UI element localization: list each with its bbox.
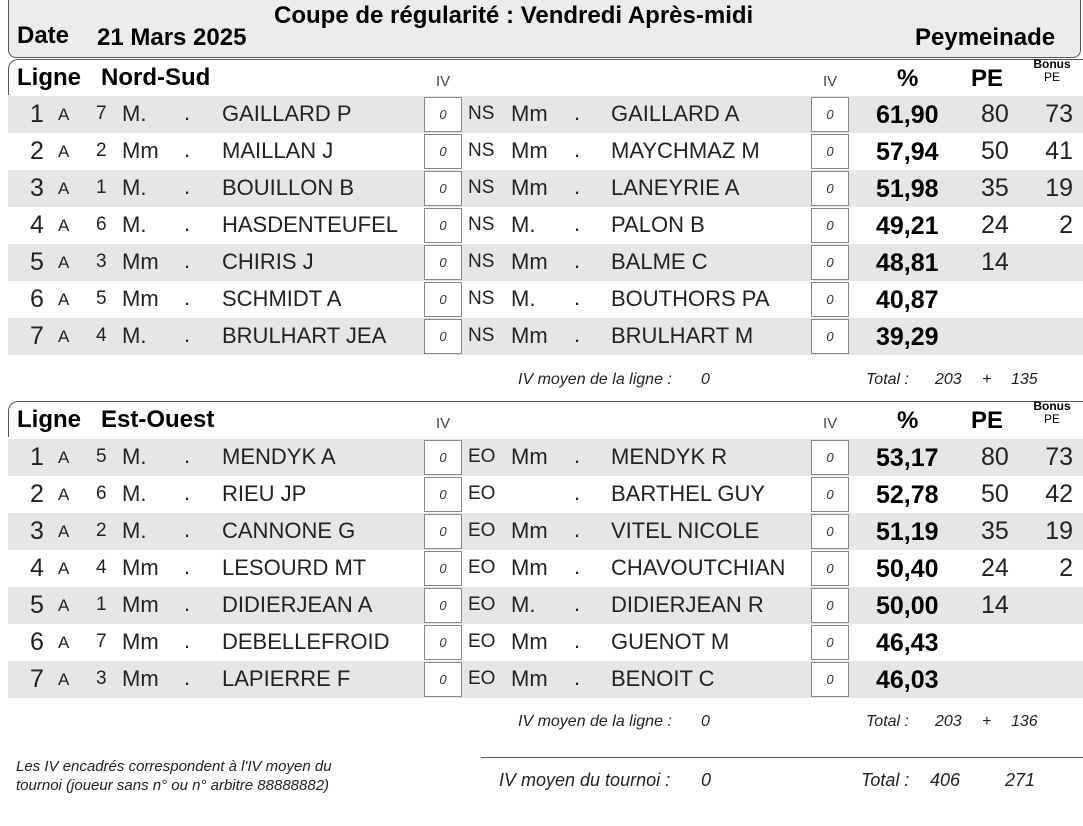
player2-iv-box: 0	[811, 440, 849, 475]
player1-dot: .	[184, 137, 191, 162]
player1-name: HASDENTEUFEL	[222, 212, 399, 237]
pe-points: 80	[981, 100, 1009, 128]
player2-iv-box: 0	[811, 171, 849, 206]
table-row	[8, 318, 1083, 355]
player1-name: DEBELLEFROID	[222, 629, 390, 654]
direction: NS	[468, 325, 495, 346]
table-number: 5	[96, 446, 107, 467]
pe-points: 14	[981, 591, 1009, 619]
table-number: 4	[96, 325, 107, 346]
player1-title: M.	[122, 323, 147, 348]
table-number: 6	[96, 483, 107, 504]
section-letter: A	[58, 448, 70, 467]
player2-title: M.	[511, 592, 536, 617]
player2-title: Mm	[511, 249, 548, 274]
section-letter: A	[58, 253, 70, 272]
table-row	[8, 661, 1083, 698]
player2-dot: .	[574, 628, 581, 653]
player2-iv-box: 0	[811, 625, 849, 660]
player1-name: BRULHART JEA	[222, 323, 387, 348]
player2-title: Mm	[511, 101, 548, 126]
rank: 3	[30, 517, 44, 545]
player2-dot: .	[574, 443, 581, 468]
bonus-header-line2: PE	[1043, 70, 1060, 84]
bonus-pe: 2	[1059, 554, 1073, 582]
percent-column-header: %	[897, 65, 919, 92]
rank: 1	[30, 443, 44, 471]
rank: 5	[30, 248, 44, 276]
line-total-1: 203	[935, 713, 962, 730]
player2-name: BOUTHORS PA	[611, 286, 770, 311]
player1-dot: .	[184, 517, 191, 542]
iv-column-header: IV	[436, 73, 451, 90]
player2-name: BENOIT C	[611, 666, 715, 691]
player2-title: Mm	[511, 629, 548, 654]
tournament-iv-value: 0	[701, 770, 712, 790]
player2-name: LANEYRIE A	[611, 175, 740, 200]
club-name: Peymeinade	[915, 24, 1056, 51]
direction: NS	[468, 140, 495, 161]
line-name: Nord-Sud	[101, 64, 211, 91]
tournament-total-1: 406	[930, 770, 961, 790]
section-letter: A	[58, 522, 70, 541]
percentage: 46,03	[876, 666, 939, 694]
player2-iv-box: 0	[811, 319, 849, 354]
percentage: 51,19	[876, 518, 939, 546]
player2-dot: .	[574, 554, 581, 579]
player2-iv-box: 0	[811, 662, 849, 697]
section-letter: A	[58, 216, 70, 235]
player1-iv-box: 0	[424, 477, 462, 512]
direction: EO	[468, 483, 496, 504]
percentage: 57,94	[876, 138, 939, 166]
player1-title: Mm	[122, 666, 159, 691]
section-letter: A	[58, 633, 70, 652]
percentage: 46,43	[876, 629, 939, 657]
table-number: 1	[96, 177, 107, 198]
bonus-pe: 2	[1059, 211, 1073, 239]
player1-iv-box: 0	[424, 245, 462, 280]
percentage: 53,17	[876, 444, 939, 472]
player2-dot: .	[574, 100, 581, 125]
bonus-pe: 19	[1045, 517, 1073, 545]
rank: 4	[30, 554, 44, 582]
line-total-label: Total :	[866, 713, 909, 730]
bonus-pe-column-header	[1031, 58, 1073, 84]
player2-name: PALON B	[611, 212, 705, 237]
player2-name: CHAVOUTCHIAN	[611, 555, 786, 580]
player1-iv-box: 0	[424, 97, 462, 132]
rank: 2	[30, 480, 44, 508]
player1-iv-box: 0	[424, 208, 462, 243]
section-letter: A	[58, 485, 70, 504]
player1-title: Mm	[122, 138, 159, 163]
tournament-total-label: Total :	[861, 770, 910, 790]
direction: NS	[468, 251, 495, 272]
player1-title: Mm	[122, 249, 159, 274]
rank: 6	[30, 628, 44, 656]
player2-name: VITEL NICOLE	[611, 518, 760, 543]
percent-column-header: %	[897, 407, 919, 434]
player2-name: BRULHART M	[611, 323, 754, 348]
percentage: 39,29	[876, 323, 939, 351]
player1-title: Mm	[122, 629, 159, 654]
direction: NS	[468, 288, 495, 309]
table-row	[8, 550, 1083, 587]
section-header-est-ouest	[8, 401, 1083, 437]
player2-title: Mm	[511, 518, 548, 543]
player2-dot: .	[574, 665, 581, 690]
tournament-total-2: 271	[1005, 770, 1036, 790]
player1-name: MAILLAN J	[222, 138, 334, 163]
player2-dot: .	[574, 591, 581, 616]
iv-column-header: IV	[823, 415, 838, 432]
section-letter: A	[58, 596, 70, 615]
percentage: 49,21	[876, 212, 939, 240]
table-row	[8, 476, 1083, 513]
player1-dot: .	[184, 443, 191, 468]
bonus-pe: 73	[1045, 443, 1073, 471]
player2-title: Mm	[511, 323, 548, 348]
pe-points: 50	[981, 480, 1009, 508]
direction: EO	[468, 668, 496, 689]
table-number: 3	[96, 668, 107, 689]
player2-dot: .	[574, 137, 581, 162]
bonus-header-line2: PE	[1043, 412, 1060, 426]
player1-name: LESOURD MT	[222, 555, 367, 580]
pe-points: 80	[981, 443, 1009, 471]
player1-iv-box: 0	[424, 514, 462, 549]
player2-title: M.	[511, 286, 536, 311]
pe-points: 50	[981, 137, 1009, 165]
direction: EO	[468, 520, 496, 541]
player1-name: GAILLARD P	[222, 101, 352, 126]
player2-title: Mm	[511, 444, 548, 469]
player1-dot: .	[184, 285, 191, 310]
rank: 7	[30, 322, 44, 350]
percentage: 61,90	[876, 101, 939, 129]
direction: EO	[468, 631, 496, 652]
iv-footnote-line2: tournoi (joueur sans n° ou n° arbitre 88888882)	[16, 777, 330, 794]
player2-iv-box: 0	[811, 208, 849, 243]
pe-points: 14	[981, 248, 1009, 276]
player2-name: MAYCHMAZ M	[611, 138, 760, 163]
player2-iv-box: 0	[811, 477, 849, 512]
player1-dot: .	[184, 480, 191, 505]
rank: 7	[30, 665, 44, 693]
iv-column-header: IV	[823, 73, 838, 90]
pe-column-header: PE	[971, 407, 1004, 434]
line-label: Ligne	[17, 64, 81, 91]
player1-iv-box: 0	[424, 551, 462, 586]
iv-footnote	[16, 757, 332, 795]
percentage: 52,78	[876, 481, 939, 509]
bonus-header-line1: Bonus	[1033, 57, 1071, 71]
table-row	[8, 439, 1083, 476]
table-row	[8, 133, 1083, 170]
line-total-2: 135	[1011, 371, 1038, 388]
section-letter: A	[58, 327, 70, 346]
player1-title: M.	[122, 481, 147, 506]
player1-name: RIEU JP	[222, 481, 307, 506]
table-row	[8, 513, 1083, 550]
player2-dot: .	[574, 322, 581, 347]
player1-title: Mm	[122, 286, 159, 311]
section-letter: A	[58, 670, 70, 689]
rank: 5	[30, 591, 44, 619]
percentage: 48,81	[876, 249, 939, 277]
page-header	[8, 0, 1081, 58]
table-number: 3	[96, 251, 107, 272]
table-row	[8, 624, 1083, 661]
pe-points: 24	[981, 554, 1009, 582]
player1-iv-box: 0	[424, 440, 462, 475]
bonus-header-line1: Bonus	[1033, 399, 1071, 413]
date-label: Date	[17, 22, 70, 49]
player1-dot: .	[184, 100, 191, 125]
rank: 2	[30, 137, 44, 165]
player1-dot: .	[184, 248, 191, 273]
table-row	[8, 96, 1083, 133]
player1-title: M.	[122, 444, 147, 469]
player2-dot: .	[574, 285, 581, 310]
rank: 1	[30, 100, 44, 128]
player2-name: GAILLARD A	[611, 101, 740, 126]
player2-iv-box: 0	[811, 282, 849, 317]
player1-dot: .	[184, 322, 191, 347]
player2-name: GUENOT M	[611, 629, 730, 654]
line-name: Est-Ouest	[101, 406, 215, 433]
bonus-pe: 19	[1045, 174, 1073, 202]
rank: 4	[30, 211, 44, 239]
table-row	[8, 170, 1083, 207]
player1-dot: .	[184, 628, 191, 653]
line-iv-average-label: IV moyen de la ligne :	[518, 371, 672, 388]
player1-title: Mm	[122, 592, 159, 617]
line-total-2: 136	[1011, 713, 1038, 730]
percentage: 50,00	[876, 592, 939, 620]
player1-name: CHIRIS J	[222, 249, 314, 274]
divider	[481, 757, 1083, 758]
section-letter: A	[58, 142, 70, 161]
player1-title: Mm	[122, 555, 159, 580]
player2-title: M.	[511, 212, 536, 237]
player1-title: M.	[122, 101, 147, 126]
player1-name: LAPIERRE F	[222, 666, 351, 691]
player1-iv-box: 0	[424, 319, 462, 354]
direction: EO	[468, 594, 496, 615]
bonus-pe: 42	[1045, 480, 1073, 508]
player2-iv-box: 0	[811, 134, 849, 169]
player1-name: DIDIERJEAN A	[222, 592, 373, 617]
direction: NS	[468, 103, 495, 124]
player1-iv-box: 0	[424, 662, 462, 697]
rank: 6	[30, 285, 44, 313]
line-total-plus: +	[982, 371, 992, 388]
section-letter: A	[58, 179, 70, 198]
player2-dot: .	[574, 517, 581, 542]
player2-iv-box: 0	[811, 97, 849, 132]
line-iv-average-value: 0	[701, 713, 710, 730]
player1-iv-box: 0	[424, 588, 462, 623]
line-iv-average-value: 0	[701, 371, 710, 388]
player2-dot: .	[574, 248, 581, 273]
table-number: 7	[96, 103, 107, 124]
line-label: Ligne	[17, 406, 81, 433]
player2-name: MENDYK R	[611, 444, 728, 469]
player2-title: Mm	[511, 138, 548, 163]
player2-title: Mm	[511, 555, 548, 580]
player1-iv-box: 0	[424, 171, 462, 206]
section-letter: A	[58, 290, 70, 309]
player2-title: Mm	[511, 666, 548, 691]
line-total-1: 203	[935, 371, 962, 388]
line-iv-average-label: IV moyen de la ligne :	[518, 713, 672, 730]
player1-iv-box: 0	[424, 282, 462, 317]
player2-dot: .	[574, 480, 581, 505]
player2-dot: .	[574, 174, 581, 199]
direction: NS	[468, 177, 495, 198]
iv-column-header: IV	[436, 415, 451, 432]
table-number: 2	[96, 140, 107, 161]
player1-name: MENDYK A	[222, 444, 336, 469]
line-total-plus: +	[982, 713, 992, 730]
table-row	[8, 207, 1083, 244]
direction: EO	[468, 446, 496, 467]
player2-iv-box: 0	[811, 588, 849, 623]
tournament-iv-label: IV moyen du tournoi :	[499, 770, 671, 790]
page-title: Coupe de régularité : Vendredi Après-midi	[274, 2, 754, 29]
percentage: 51,98	[876, 175, 939, 203]
date-value: 21 Mars 2025	[97, 24, 247, 51]
player1-dot: .	[184, 174, 191, 199]
pe-column-header: PE	[971, 65, 1004, 92]
player1-dot: .	[184, 591, 191, 616]
player2-name: DIDIERJEAN R	[611, 592, 764, 617]
section-header-nord-sud	[8, 59, 1083, 95]
player1-title: M.	[122, 175, 147, 200]
player1-title: M.	[122, 518, 147, 543]
player1-title: M.	[122, 212, 147, 237]
player1-name: SCHMIDT A	[222, 286, 342, 311]
table-number: 5	[96, 288, 107, 309]
line-total-label: Total :	[866, 371, 909, 388]
player1-name: CANNONE G	[222, 518, 356, 543]
player2-name: BARTHEL GUY	[611, 481, 766, 506]
pe-points: 35	[981, 174, 1009, 202]
pe-points: 35	[981, 517, 1009, 545]
player2-iv-box: 0	[811, 551, 849, 586]
table-row	[8, 587, 1083, 624]
player2-name: BALME C	[611, 249, 708, 274]
player1-iv-box: 0	[424, 134, 462, 169]
direction: NS	[468, 214, 495, 235]
player2-dot: .	[574, 211, 581, 236]
bonus-pe: 41	[1045, 137, 1073, 165]
pe-points: 24	[981, 211, 1009, 239]
player2-title: Mm	[511, 175, 548, 200]
table-row	[8, 244, 1083, 281]
table-number: 6	[96, 214, 107, 235]
player1-dot: .	[184, 211, 191, 236]
player2-iv-box: 0	[811, 245, 849, 280]
table-number: 7	[96, 631, 107, 652]
table-row	[8, 281, 1083, 318]
percentage: 50,40	[876, 555, 939, 583]
percentage: 40,87	[876, 286, 939, 314]
section-letter: A	[58, 559, 70, 578]
table-number: 1	[96, 594, 107, 615]
player2-iv-box: 0	[811, 514, 849, 549]
iv-footnote-line1: Les IV encadrés correspondent à l'IV moyen du	[16, 758, 332, 775]
player1-iv-box: 0	[424, 625, 462, 660]
section-letter: A	[58, 105, 70, 124]
bonus-pe: 73	[1045, 100, 1073, 128]
bonus-pe-column-header	[1031, 400, 1073, 426]
player1-name: BOUILLON B	[222, 175, 355, 200]
rank: 3	[30, 174, 44, 202]
player1-dot: .	[184, 554, 191, 579]
table-number: 4	[96, 557, 107, 578]
direction: EO	[468, 557, 496, 578]
table-number: 2	[96, 520, 107, 541]
player1-dot: .	[184, 665, 191, 690]
